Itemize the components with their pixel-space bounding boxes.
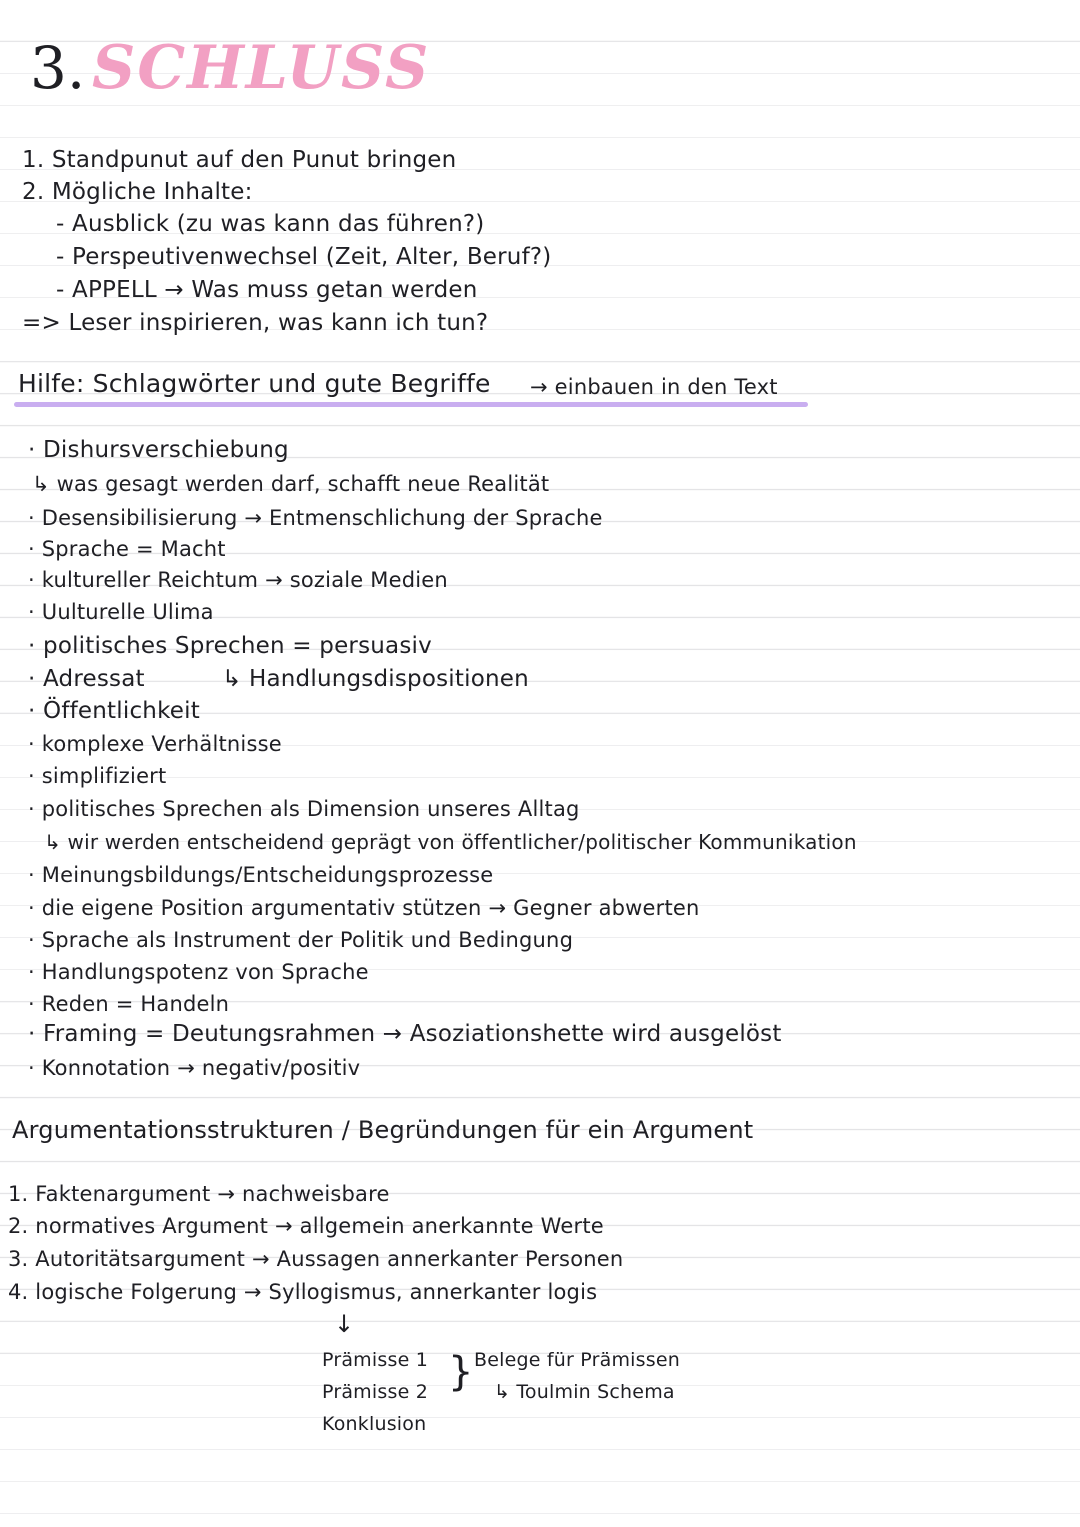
argument-item: 1. Faktenargument → nachweisbare [8,1182,390,1206]
hilfe-arrow-text: → einbauen in den Text [530,375,778,399]
term-item: · Framing = Deutungsrahmen → Asoziationshette wird ausgelöst [28,1021,782,1047]
intro-line: 2. Mögliche Inhalte: [22,179,253,205]
term-item: · simplifiziert [28,764,167,788]
conclusion: Konklusion [322,1413,427,1435]
intro-line: - APPELL → Was muss getan werden [56,277,478,303]
premise-1: Prämisse 1 [322,1349,428,1371]
brace-icon: } [448,1349,474,1395]
term-item: · kultureller Reichtum → soziale Medien [28,568,448,592]
term-item: · Handlungspotenz von Sprache [28,960,369,984]
term-item: ↳ was gesagt werden darf, schafft neue Realität [32,472,550,496]
term-item: · Adressat [28,666,145,692]
section-number: 3. [30,34,86,102]
term-item: · Öffentlichkeit [28,698,200,724]
term-item: · Reden = Handeln [28,992,230,1016]
term-item: · Konnotation → negativ/positiv [28,1056,361,1080]
intro-line: - Perspeutivenwechsel (Zeit, Alter, Beruf?) [56,244,552,270]
term-subitem: ↳ Handlungsdispositionen [222,666,529,692]
term-item: · Desensibilisierung → Entmenschlichung der Sprache [28,506,603,530]
term-item: · komplexe Verhältnisse [28,732,282,756]
premise-2: Prämisse 2 [322,1381,428,1403]
hilfe-heading: Hilfe: Schlagwörter und gute Begriffe [18,369,491,398]
arguments-heading: Argumentationsstrukturen / Begründungen für ein Argument [12,1116,754,1144]
down-arrow-icon: ↓ [334,1310,355,1338]
term-subitem: ↳ wir werden entscheidend geprägt von öffentlicher/politischer Kommunikation [44,830,857,854]
term-item: · Sprache als Instrument der Politik und Bedingung [28,928,574,952]
highlight-underline [14,402,808,407]
section-title: SCHLUSS [92,33,431,103]
term-item: · politisches Sprechen als Dimension unseres Alltag [28,797,580,821]
term-item: · Dishursverschiebung [28,437,289,463]
term-item: · politisches Sprechen = persuasiv [28,633,432,659]
argument-item: 3. Autoritätsargument → Aussagen annerkanter Personen [8,1247,624,1271]
intro-line: => Leser inspirieren, was kann ich tun? [22,310,489,336]
term-item: · Sprache = Macht [28,537,226,561]
belege-text: Belege für Prämissen [474,1349,680,1371]
term-item: · Meinungsbildungs/Entscheidungsprozesse [28,863,494,887]
intro-line: - Ausblick (zu was kann das führen?) [56,211,485,237]
intro-line: 1. Standpunut auf den Punut bringen [22,147,457,173]
term-item: · die eigene Position argumentativ stützen → Gegner abwerten [28,896,700,920]
argument-item: 4. logische Folgerung → Syllogismus, annerkanter logis [8,1280,598,1304]
toulmin-text: ↳ Toulmin Schema [494,1381,675,1403]
argument-item: 2. normatives Argument → allgemein anerkannte Werte [8,1214,604,1238]
term-item: · Uulturelle Ulima [28,600,214,624]
